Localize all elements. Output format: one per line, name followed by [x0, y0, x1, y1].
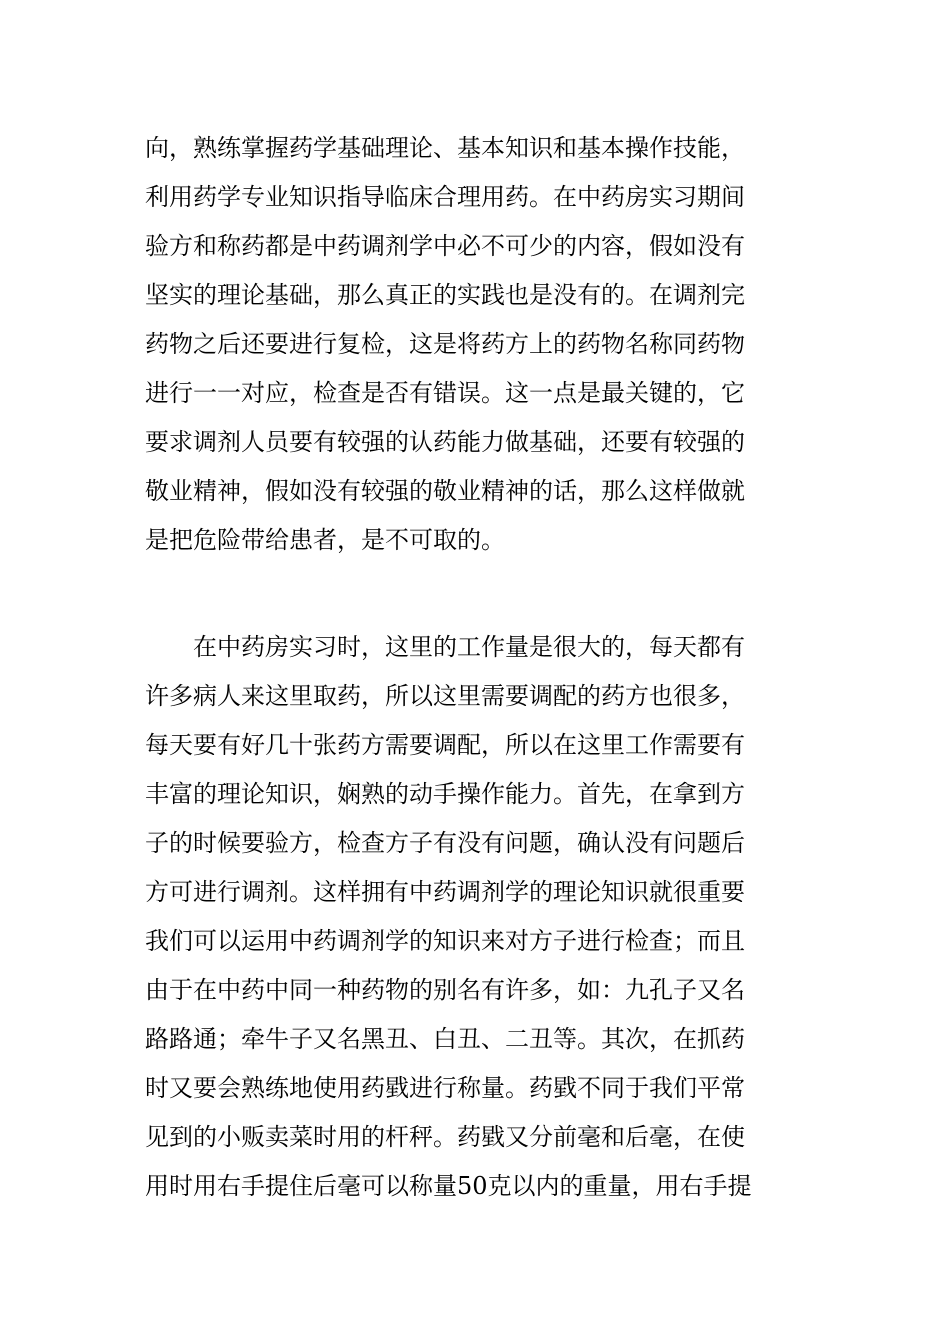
- paragraph-line: 我们可以运用中药调剂学的知识来对方子进行检查；而且: [145, 927, 745, 955]
- paragraph-line: 药物之后还要进行复检，这是将药方上的药物名称同药物: [145, 330, 745, 358]
- paragraph-line: 方可进行调剂。这样拥有中药调剂学的理论知识就很重要: [145, 878, 745, 906]
- paragraph-line: 路路通；牵牛子又名黑丑、白丑、二丑等。其次，在抓药: [145, 1025, 745, 1053]
- paragraph-line: 丰富的理论知识，娴熟的动手操作能力。首先，在拿到方: [145, 780, 745, 808]
- paragraph-2: [145, 623, 815, 1211]
- paragraph-line: 要求调剂人员要有较强的认药能力做基础，还要有较强的: [145, 428, 745, 456]
- paragraph-line: 用时用右手提住后毫可以称量50克以内的重量，用右手提: [145, 1172, 752, 1200]
- paragraph-line: 是把危险带给患者，是不可取的。: [145, 526, 505, 554]
- paragraph-line: 向，熟练掌握药学基础理论、基本知识和基本操作技能，: [145, 134, 745, 162]
- paragraph-line: 验方和称药都是中药调剂学中必不可少的内容，假如没有: [145, 232, 745, 260]
- paragraph-line: 坚实的理论基础，那么真正的实践也是没有的。在调剂完: [145, 281, 745, 309]
- paragraph-line: 敬业精神，假如没有较强的敬业精神的话，那么这样做就: [145, 477, 745, 505]
- paragraph-line: 子的时候要验方，检查方子有没有问题，确认没有问题后: [145, 829, 745, 857]
- paragraph-line: 许多病人来这里取药，所以这里需要调配的药方也很多，: [145, 682, 745, 710]
- paragraph-line: 每天要有好几十张药方需要调配，所以在这里工作需要有: [145, 731, 745, 759]
- paragraph-1: [145, 124, 815, 565]
- paragraph-line: 利用药学专业知识指导临床合理用药。在中药房实习期间: [145, 183, 745, 211]
- paragraph-line: 进行一一对应，检查是否有错误。这一点是最关键的，它: [145, 379, 745, 407]
- paragraph-line: 见到的小贩卖菜时用的杆秤。药戥又分前毫和后毫，在使: [145, 1123, 745, 1151]
- paragraph-line: 由于在中药中同一种药物的别名有许多，如：九孔子又名: [145, 976, 745, 1004]
- paragraph-line: 时又要会熟练地使用药戥进行称量。药戥不同于我们平常: [145, 1074, 745, 1102]
- paragraph-line: 在中药房实习时，这里的工作量是很大的，每天都有: [145, 633, 745, 661]
